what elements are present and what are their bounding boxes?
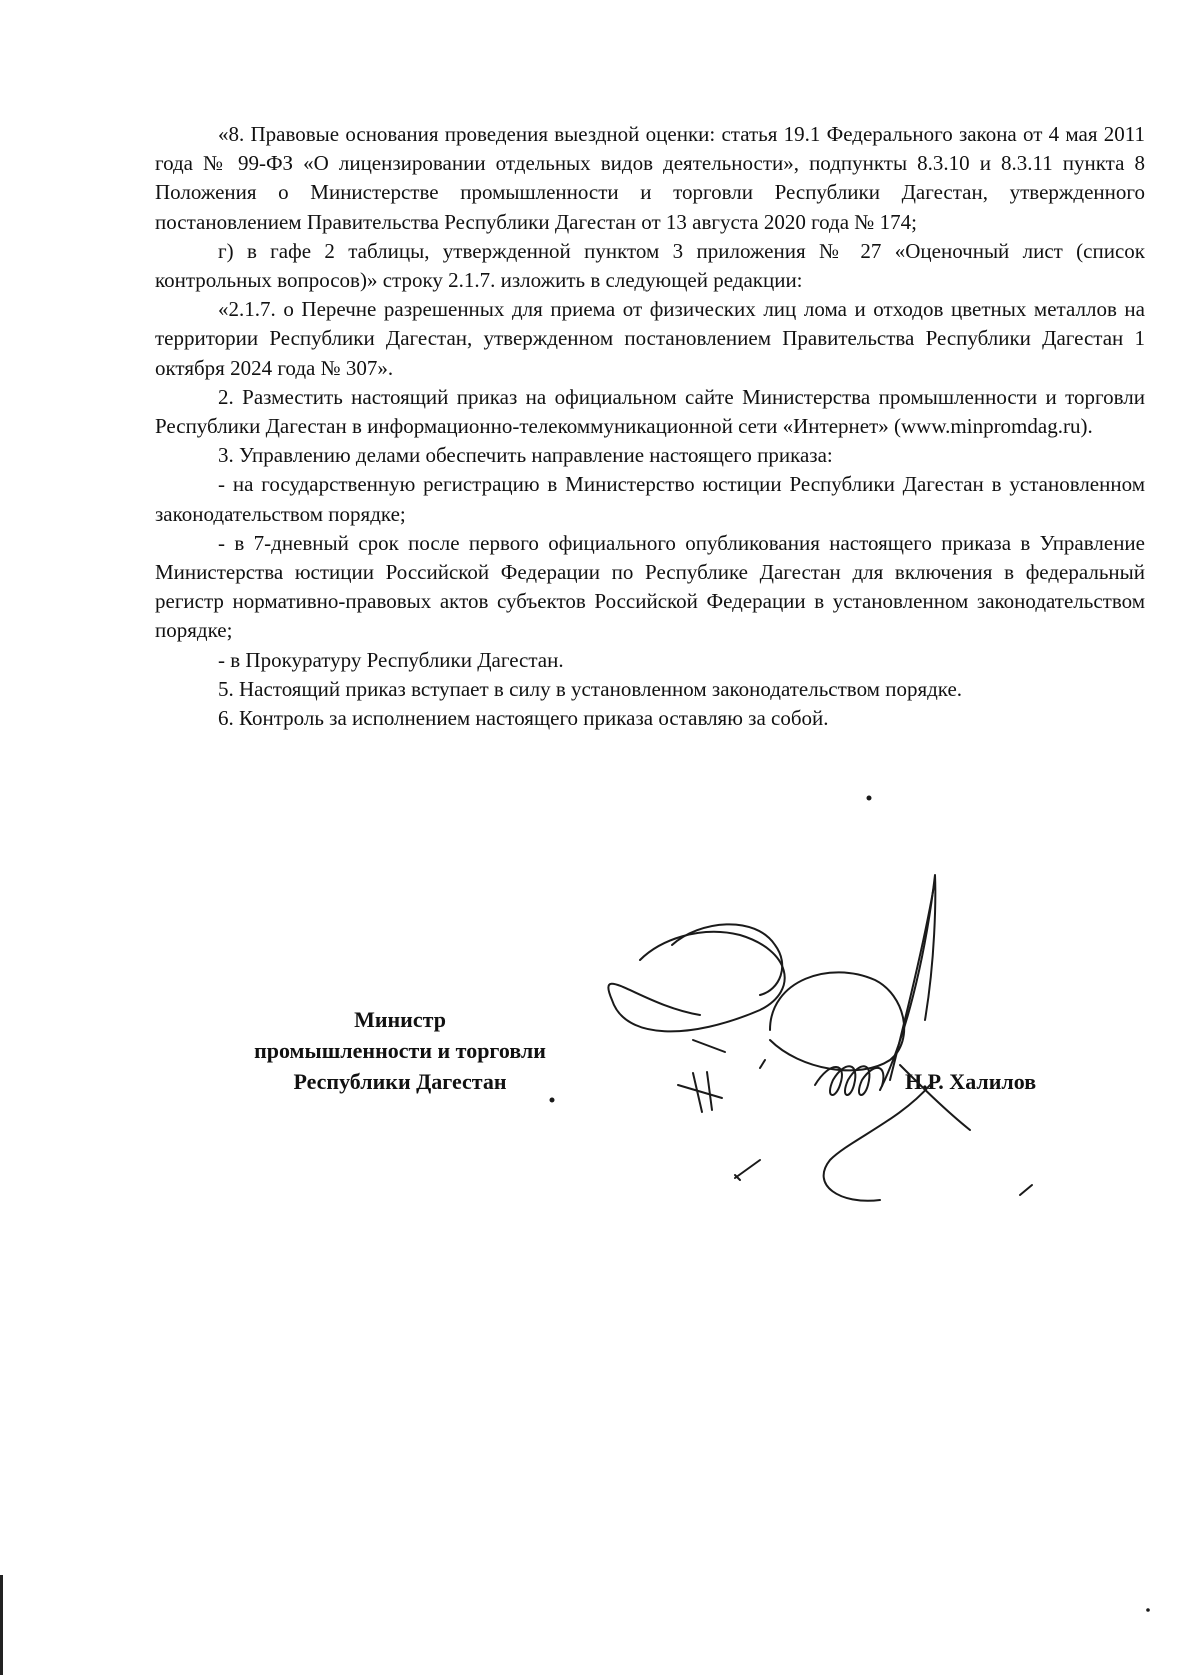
- paragraph-state-registration: - на государственную регистрацию в Министерство юстиции Республики Дагестан в установленном законодательством порядке;: [155, 472, 1145, 526]
- paragraph-federal-register: - в 7-дневный срок после первого официального опубликования настоящего приказа в Управление Министерства юстиции Российской Федерации по Республике Дагестан для включения в федеральный регистр нормативно-правовых актов субъектов Российской Федерации в установленном законодательством порядке;: [155, 530, 1145, 643]
- paragraph-directive-admin: 3. Управлению делами обеспечить направление настоящего приказа:: [218, 443, 833, 468]
- paragraph-publish-website: 2. Разместить настоящий приказ на официальном сайте Министерства промышленности и торговли Республики Дагестан в информационно-телекоммуникационной сети «Интернет» (www.minpromdag.ru).: [155, 384, 1145, 439]
- paragraph-prosecutor: - в Прокуратуру Республики Дагестан.: [218, 647, 564, 672]
- paragraph-legal-basis: «8. Правовые основания проведения выездной оценки: статья 19.1 Федерального закона от 4 мая 2011 года № 99-ФЗ «О лицензировании отдельных видов деятельности», подпункты 8.3.10 и 8.3.11 пункта 8 Положения о Министерстве промышленности и торговли Республики Дагестан, утвержденного постановлением Правительства Республики Дагестан от 13 августа 2020 года № 174;: [155, 122, 1145, 234]
- scan-edge-mark: [0, 1575, 3, 1675]
- paragraph-entry-into-force: 5. Настоящий приказ вступает в силу в установленном законодательством порядке.: [218, 676, 963, 701]
- signer-name: Н.Р. Халилов: [905, 1069, 1037, 1094]
- signer-title-line: промышленности и торговли: [254, 1038, 546, 1063]
- signer-title-line: Республики Дагестан: [293, 1069, 507, 1094]
- paragraph-item-2-1-7: «2.1.7. о Перечне разрешенных для приема от физических лиц лома и отходов цветных металлов на территории Республики Дагестан, утвержденном постановлением Правительства Республики Дагестан 1 октября 2024 года № 307».: [155, 297, 1145, 380]
- paragraph-table-amendment: г) в гафе 2 таблицы, утвержденной пунктом 3 приложения № 27 «Оценочный лист (список контрольных вопросов)» строку 2.1.7. изложить в следующей редакции:: [155, 238, 1145, 293]
- signer-title-line: Министр: [354, 1007, 446, 1032]
- paragraph-control: 6. Контроль за исполнением настоящего приказа оставляю за собой.: [218, 706, 829, 731]
